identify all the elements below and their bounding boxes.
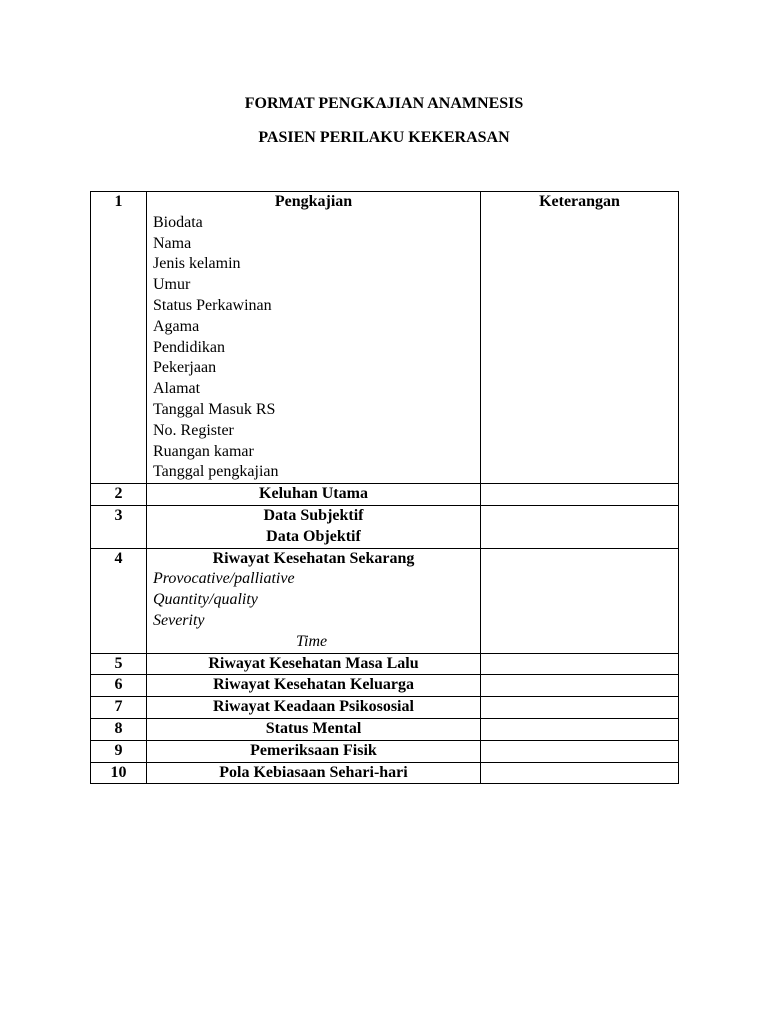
list-item: Time (296, 632, 328, 650)
assessment-cell (147, 505, 481, 548)
document-subtitle: PASIEN PERILAKU KEKERASAN (258, 129, 510, 146)
column-header-notes: Keterangan (539, 193, 620, 210)
notes-cell[interactable] (481, 548, 679, 653)
assessment-cell (147, 718, 481, 740)
list-item: Pendidikan (153, 338, 225, 356)
row-number: 3 (91, 505, 147, 548)
notes-cell[interactable] (481, 505, 679, 548)
list-item: Severity (153, 611, 205, 629)
row-title: Keluhan Utama (259, 485, 368, 503)
assessment-table (90, 191, 679, 784)
table-row (91, 505, 679, 548)
row-number: 7 (91, 697, 147, 719)
assessment-cell (147, 740, 481, 762)
list-item: Quantity/quality (153, 591, 258, 609)
list-item: Alamat (153, 380, 201, 398)
list-item: Agama (153, 317, 200, 335)
assessment-cell (147, 653, 481, 675)
notes-cell[interactable] (481, 484, 679, 506)
list-item: Nama (153, 234, 192, 252)
table-row (91, 762, 679, 784)
assessment-cell (147, 484, 481, 506)
column-header-assessment: Pengkajian (274, 193, 353, 210)
row-title: Riwayat Keadaan Psikososial (213, 698, 414, 716)
list-item: Pekerjaan (153, 359, 217, 377)
table-row (91, 484, 679, 506)
row-number: 1 (91, 192, 147, 484)
row-number: 5 (91, 653, 147, 675)
notes-cell[interactable] (481, 718, 679, 740)
list-item: Umur (153, 276, 191, 294)
list-item: No. Register (153, 421, 234, 439)
table-row (91, 548, 679, 653)
row-title: Riwayat Kesehatan Masa Lalu (208, 654, 419, 672)
assessment-cell (147, 548, 481, 653)
row-title: Data Objektif (266, 527, 361, 545)
notes-cell[interactable] (481, 697, 679, 719)
table-row (91, 718, 679, 740)
assessment-cell (147, 192, 481, 484)
assessment-cell (147, 675, 481, 697)
row-number: 2 (91, 484, 147, 506)
notes-cell[interactable] (481, 192, 679, 484)
notes-cell[interactable] (481, 740, 679, 762)
assessment-cell (147, 762, 481, 784)
row-title: Data Subjektif (263, 506, 364, 524)
row-number: 10 (91, 762, 147, 784)
row-title: Riwayat Kesehatan Sekarang (212, 549, 415, 567)
list-item: Biodata (153, 213, 203, 231)
row-title: Status Mental (265, 719, 362, 737)
table-row (91, 675, 679, 697)
row-number: 8 (91, 718, 147, 740)
row-title: Pemeriksaan Fisik (250, 741, 377, 759)
list-item: Tanggal pengkajian (153, 463, 279, 481)
table-row (91, 697, 679, 719)
row-number: 9 (91, 740, 147, 762)
table-row (91, 740, 679, 762)
assessment-cell (147, 697, 481, 719)
notes-cell[interactable] (481, 675, 679, 697)
row-number: 6 (91, 675, 147, 697)
list-item: Jenis kelamin (153, 255, 241, 273)
table-row (91, 192, 679, 484)
document-title: FORMAT PENGKAJIAN ANAMNESIS (244, 95, 524, 112)
list-item: Status Perkawinan (153, 296, 272, 314)
list-item: Ruangan kamar (153, 442, 254, 460)
row-number: 4 (91, 548, 147, 653)
list-item: Tanggal Masuk RS (153, 400, 276, 418)
notes-cell[interactable] (481, 653, 679, 675)
row-title: Riwayat Kesehatan Keluarga (213, 676, 414, 694)
list-item: Provocative/palliative (153, 570, 295, 588)
table-row (91, 653, 679, 675)
notes-cell[interactable] (481, 762, 679, 784)
row-title: Pola Kebiasaan Sehari-hari (219, 763, 408, 781)
